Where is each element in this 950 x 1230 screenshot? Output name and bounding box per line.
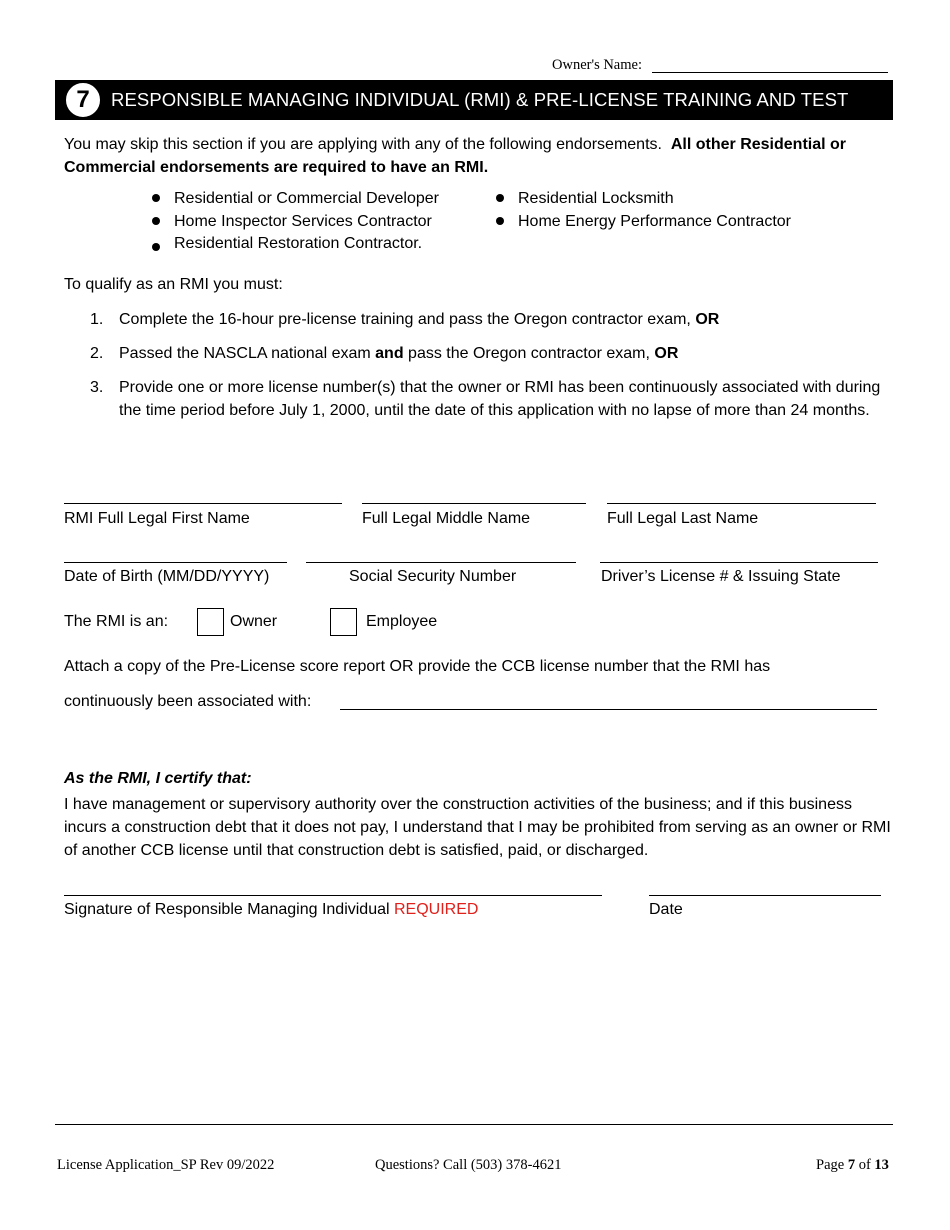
attach-instructions: Attach a copy of the Pre-License score report OR provide the CCB license number that the RMI has [64, 658, 771, 675]
continuous-license-label: continuously been associated with: [64, 693, 312, 710]
certify-heading: As the RMI, I certify that: [64, 770, 252, 787]
last-name-label: Full Legal Last Name [607, 510, 759, 527]
endorsement-item: Home Energy Performance Contractor [496, 213, 791, 231]
intro-paragraph [64, 133, 894, 179]
qualify-item: 3. Provide one or more license number(s) that the owner or RMI has been continuously associated with during the time period before July 1, 2000, until the date of this application with no lapse of more than 24 months. [90, 379, 881, 419]
first-name-label: RMI Full Legal First Name [64, 510, 250, 527]
bullet-icon [496, 217, 504, 225]
section-header [55, 80, 893, 120]
signature-label: Signature of Responsible Managing Individual REQUIRED [64, 901, 479, 918]
bullet-icon [152, 217, 160, 225]
date-field[interactable] [649, 895, 881, 896]
bullet-icon [152, 243, 160, 251]
employee-option-label: Employee [366, 613, 438, 630]
footer-questions: Questions? Call (503) 378-4621 [375, 1157, 562, 1173]
dob-field[interactable] [64, 562, 287, 563]
drivers-license-field[interactable] [600, 562, 878, 563]
qualify-label: To qualify as an RMI you must: [64, 276, 283, 293]
ssn-field[interactable] [306, 562, 576, 563]
last-name-field[interactable] [607, 503, 876, 504]
owner-name-label: Owner's Name: [552, 57, 642, 73]
section-title: RESPONSIBLE MANAGING INDIVIDUAL (RMI) & PRE-LICENSE TRAINING AND TEST [111, 89, 849, 110]
continuous-license-field[interactable] [340, 709, 877, 710]
qualify-item: 2. Passed the NASCLA national exam and pass the Oregon contractor exam, OR [90, 345, 679, 362]
bullet-icon [152, 194, 160, 202]
employee-checkbox[interactable] [330, 608, 357, 636]
owner-name-field[interactable] [652, 72, 888, 73]
endorsement-item: Residential Locksmith [496, 190, 674, 208]
signature-field[interactable] [64, 895, 602, 896]
rmi-type-label: The RMI is an: [64, 613, 169, 630]
date-label: Date [649, 901, 683, 918]
required-marker: REQUIRED [394, 901, 479, 918]
owner-checkbox[interactable] [197, 608, 224, 636]
ssn-label: Social Security Number [349, 568, 517, 585]
endorsement-item: Residential Restoration Contractor. [152, 235, 422, 253]
bullet-icon [496, 194, 504, 202]
certify-text: I have management or supervisory authority over the construction activities of the business; and if this business incurs a construction debt that it does not pay, I understand that I may be prohibited from serving as an owner or RMI of another CCB license until that construction debt is satisfied, paid, or discharged. [64, 796, 891, 859]
drivers-license-label: Driver’s License # & Issuing State [601, 568, 841, 585]
first-name-field[interactable] [64, 503, 342, 504]
intro-bold-text: All other Residential or Commercial endorsements are required to have an RMI. [64, 136, 846, 176]
footer-form-id: License Application_SP Rev 09/2022 [57, 1157, 275, 1173]
owner-option-label: Owner [230, 613, 278, 630]
footer-divider [55, 1124, 893, 1125]
dob-label: Date of Birth (MM/DD/YYYY) [64, 568, 270, 585]
endorsement-item: Home Inspector Services Contractor [152, 213, 432, 231]
section-number-badge: 7 [64, 81, 102, 119]
qualify-item: 1. Complete the 16-hour pre-license training and pass the Oregon contractor exam, OR [90, 311, 720, 328]
middle-name-label: Full Legal Middle Name [362, 510, 531, 527]
endorsement-item: Residential or Commercial Developer [152, 190, 439, 208]
footer-page-number: Page 7 of 13 [816, 1157, 889, 1173]
intro-text: You may skip this section if you are applying with any of the following endorsements. [64, 136, 662, 153]
middle-name-field[interactable] [362, 503, 586, 504]
